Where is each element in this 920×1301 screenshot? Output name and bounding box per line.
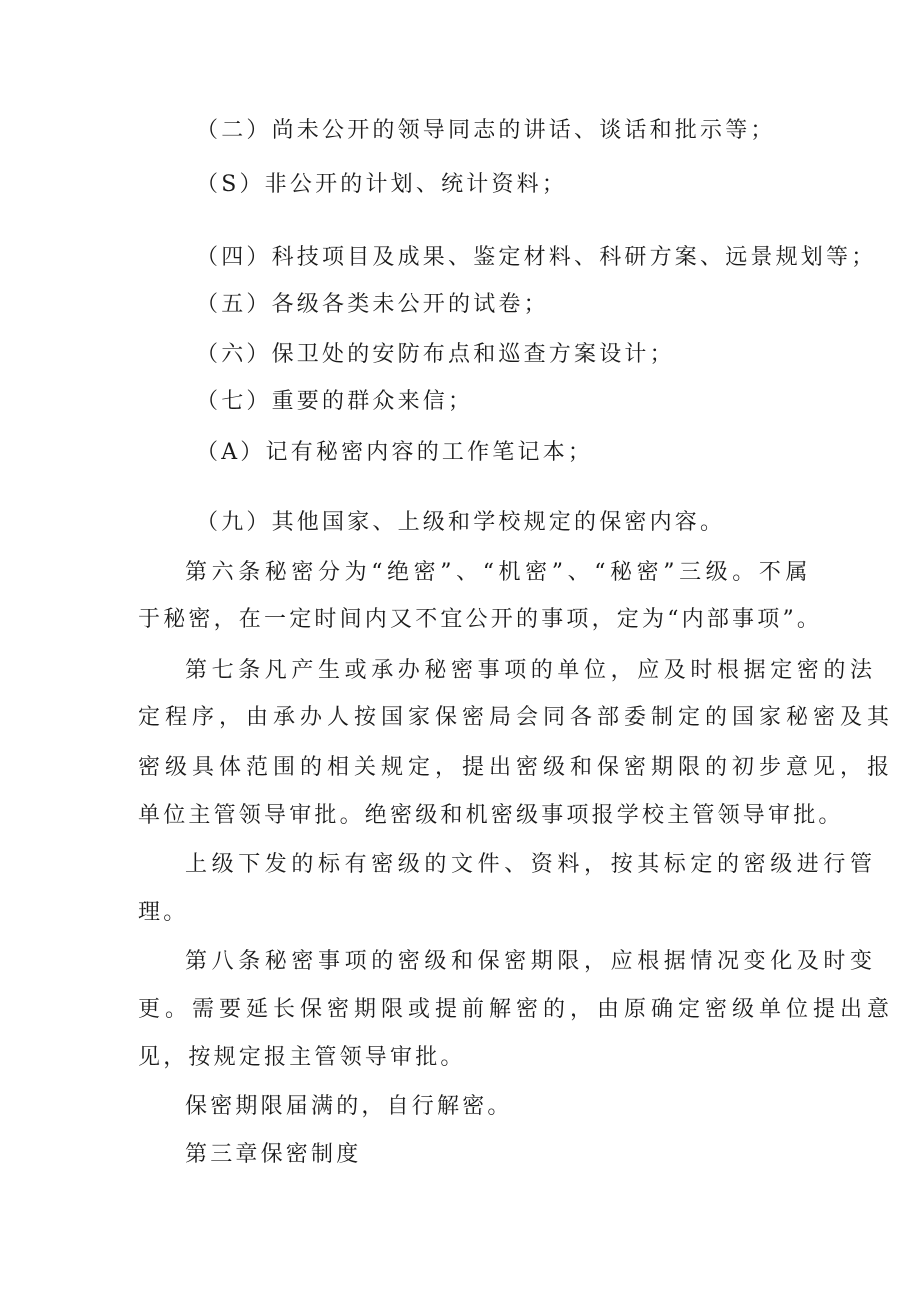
article-8-line-3: 见，按规定报主管领导审批。 <box>138 1045 466 1070</box>
list-item-3: （S）非公开的计划、统计资料； <box>196 172 568 197</box>
article-7-line-1: 第七条凡产生或承办秘密事项的单位，应及时根据定密的法 <box>185 658 877 683</box>
superior-docs-line-2: 理。 <box>138 900 189 925</box>
article-8-line-1: 第八条秘密事项的密级和保密期限，应根据情况变化及时变 <box>185 949 877 974</box>
list-item-7: （七）重要的群众来信； <box>196 389 474 414</box>
declassify-line: 保密期限届满的，自行解密。 <box>185 1094 513 1119</box>
list-item-6: （六）保卫处的安防布点和巡查方案设计； <box>196 342 675 367</box>
article-6-line-2: 于秘密，在一定时间内又不宜公开的事项，定为“内部事项”。 <box>138 607 823 632</box>
superior-docs-line-1: 上级下发的标有密级的文件、资料，按其标定的密级进行管 <box>185 852 877 877</box>
list-item-9: （九）其他国家、上级和学校规定的保密内容。 <box>196 510 726 535</box>
article-7-line-3: 密级具体范围的相关规定，提出密级和保密期限的初步意见，报 <box>138 755 895 780</box>
list-item-5: （五）各级各类未公开的试卷； <box>196 292 549 317</box>
article-7-line-2: 定程序，由承办人按国家保密局会同各部委制定的国家秘密及其 <box>138 705 895 730</box>
article-7-line-4: 单位主管领导审批。绝密级和机密级事项报学校主管领导审批。 <box>138 803 844 828</box>
article-6-line-1: 第六条秘密分为“绝密”、“机密”、“秘密”三级。不属 <box>185 560 813 585</box>
list-item-2: （二）尚未公开的领导同志的讲话、谈话和批示等； <box>196 118 776 143</box>
chapter-3-heading: 第三章保密制度 <box>185 1142 362 1167</box>
list-item-4: （四）科技项目及成果、鉴定材料、科研方案、远景规划等； <box>196 245 877 270</box>
list-item-8: （A）记有秘密内容的工作笔记本； <box>196 440 594 465</box>
article-8-line-2: 更。需要延长保密期限或提前解密的，由原确定密级单位提出意 <box>138 997 895 1022</box>
